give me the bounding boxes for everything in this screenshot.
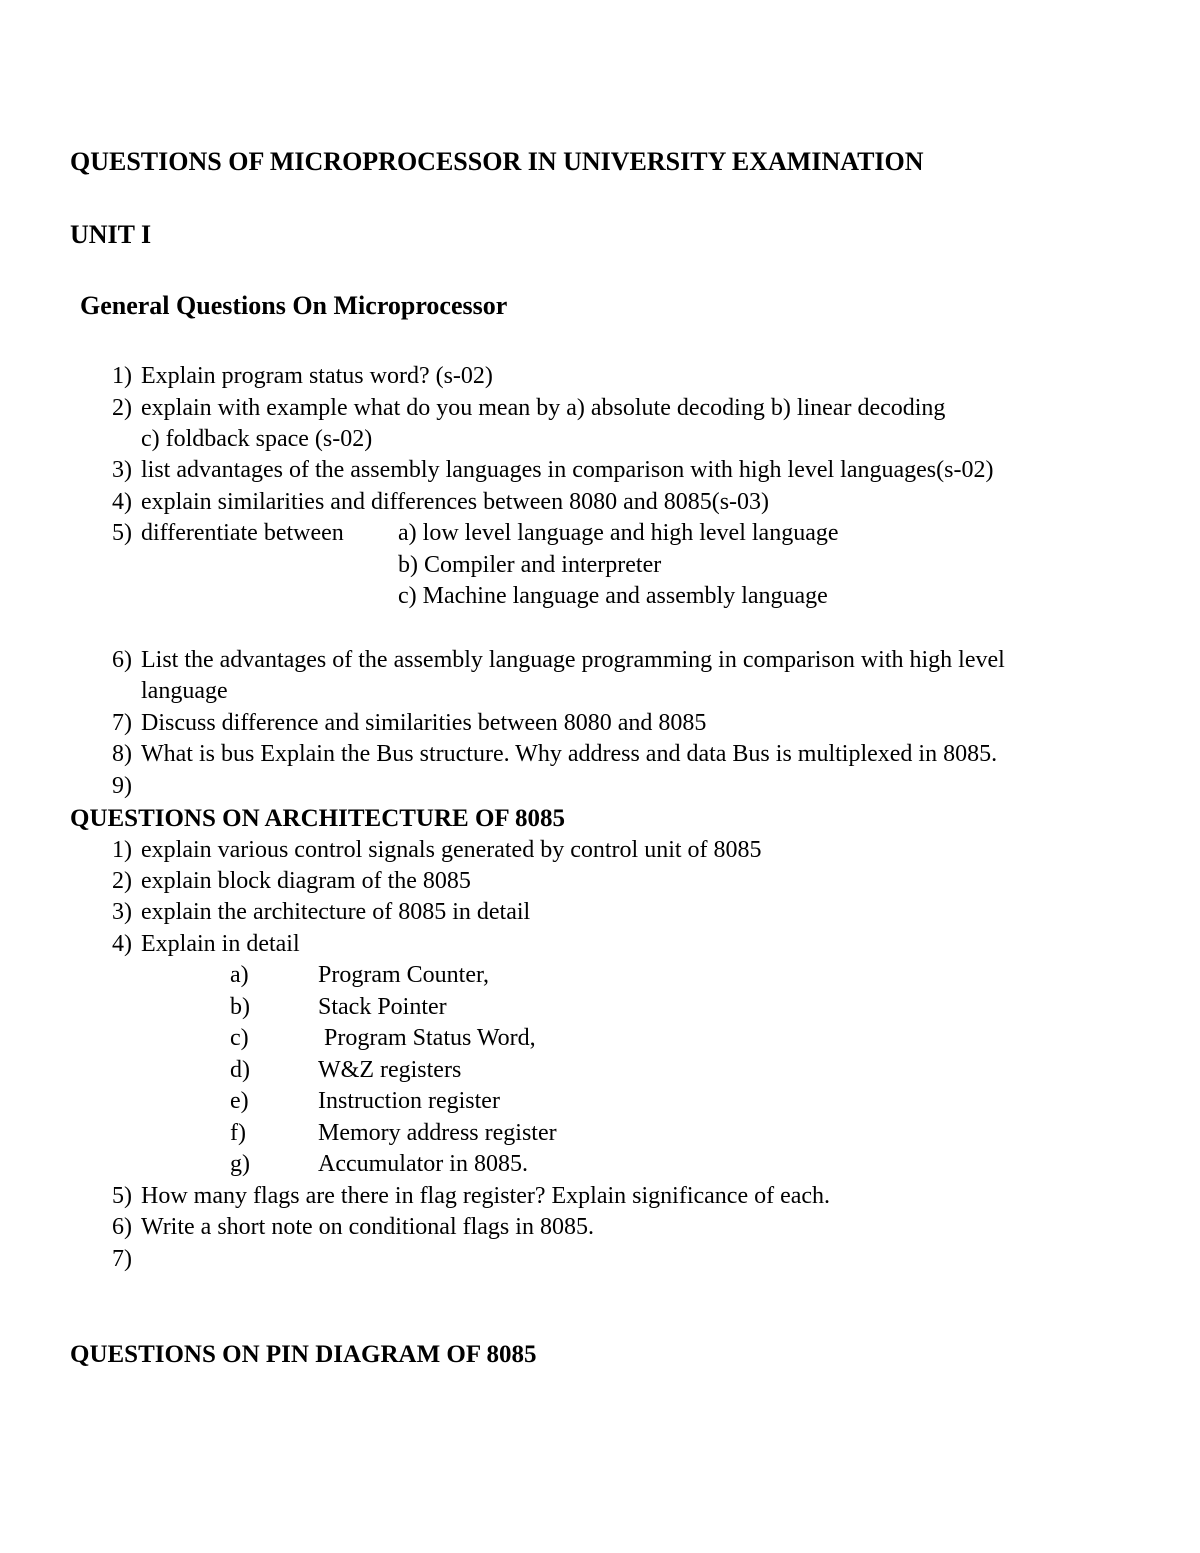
list-item-number: 7) [112,710,132,736]
list-item-number: 1) [112,837,132,863]
list-item-text: explain various control signals generated by control unit of 8085 [141,837,762,863]
detail-item-letter: b) [230,994,250,1020]
pin-diagram-section-heading: QUESTIONS ON PIN DIAGRAM OF 8085 [70,1341,537,1368]
list-item-continuation: c) foldback space (s-02) [141,426,373,452]
list-item-text: Explain in detail [141,931,300,957]
detail-item-text: Memory address register [318,1120,557,1146]
list-item-number: 6) [112,1214,132,1240]
list-item-number: 8) [112,741,132,767]
list-item-number: 3) [112,899,132,925]
list-item-number: 7) [112,1246,132,1272]
list-item-number: 9) [112,773,132,799]
list-item-text: What is bus Explain the Bus structure. Why address and data Bus is multiplexed in 8085. [141,741,998,767]
list-item-text: Write a short note on conditional flags in 8085. [141,1214,594,1240]
detail-item-text: Program Counter, [318,962,490,988]
detail-item-text: W&Z registers [318,1057,462,1083]
detail-item-letter: c) [230,1025,249,1051]
list-item-number: 2) [112,395,132,421]
list-item-number: 4) [112,931,132,957]
list-item-number: 6) [112,647,132,673]
list-item-text: List the advantages of the assembly language programming in comparison with high level [141,647,1005,673]
list-item-number: 1) [112,363,132,389]
list-item-number: 2) [112,868,132,894]
detail-item-text: Accumulator in 8085. [318,1151,528,1177]
detail-item-text: Instruction register [318,1088,500,1114]
list-item-text: explain with example what do you mean by a) absolute decoding b) linear decoding [141,395,946,421]
general-section-heading: General Questions On Microprocessor [80,291,508,320]
document-title: QUESTIONS OF MICROPROCESSOR IN UNIVERSITY EXAMINATION [70,147,924,176]
architecture-section-heading: QUESTIONS ON ARCHITECTURE OF 8085 [70,805,565,832]
detail-item-letter: g) [230,1151,250,1177]
list-item-text: explain similarities and differences between 8080 and 8085(s-03) [141,489,770,515]
list-item-text: differentiate between [141,520,344,546]
list-item-number: 5) [112,1183,132,1209]
detail-item-letter: e) [230,1088,249,1114]
sub-item: a) low level language and high level language [398,520,839,546]
detail-item-letter: f) [230,1120,246,1146]
detail-item-letter: d) [230,1057,250,1083]
detail-item-letter: a) [230,962,249,988]
list-item-number: 4) [112,489,132,515]
list-item-continuation: language [141,678,228,704]
list-item-text: How many flags are there in flag register? Explain significance of each. [141,1183,831,1209]
list-item-number: 5) [112,520,132,546]
detail-item-text: Program Status Word, [318,1025,536,1051]
list-item-text: explain the architecture of 8085 in detail [141,899,531,925]
list-item-number: 3) [112,457,132,483]
unit-heading: UNIT I [70,220,152,249]
sub-item: b) Compiler and interpreter [398,552,662,578]
list-item-text: Explain program status word? (s-02) [141,363,493,389]
list-item-text: Discuss difference and similarities between 8080 and 8085 [141,710,707,736]
list-item-text: list advantages of the assembly languages in comparison with high level languages(s-02) [141,457,994,483]
detail-item-text: Stack Pointer [318,994,447,1020]
list-item-text: explain block diagram of the 8085 [141,868,471,894]
sub-item: c) Machine language and assembly language [398,583,828,609]
